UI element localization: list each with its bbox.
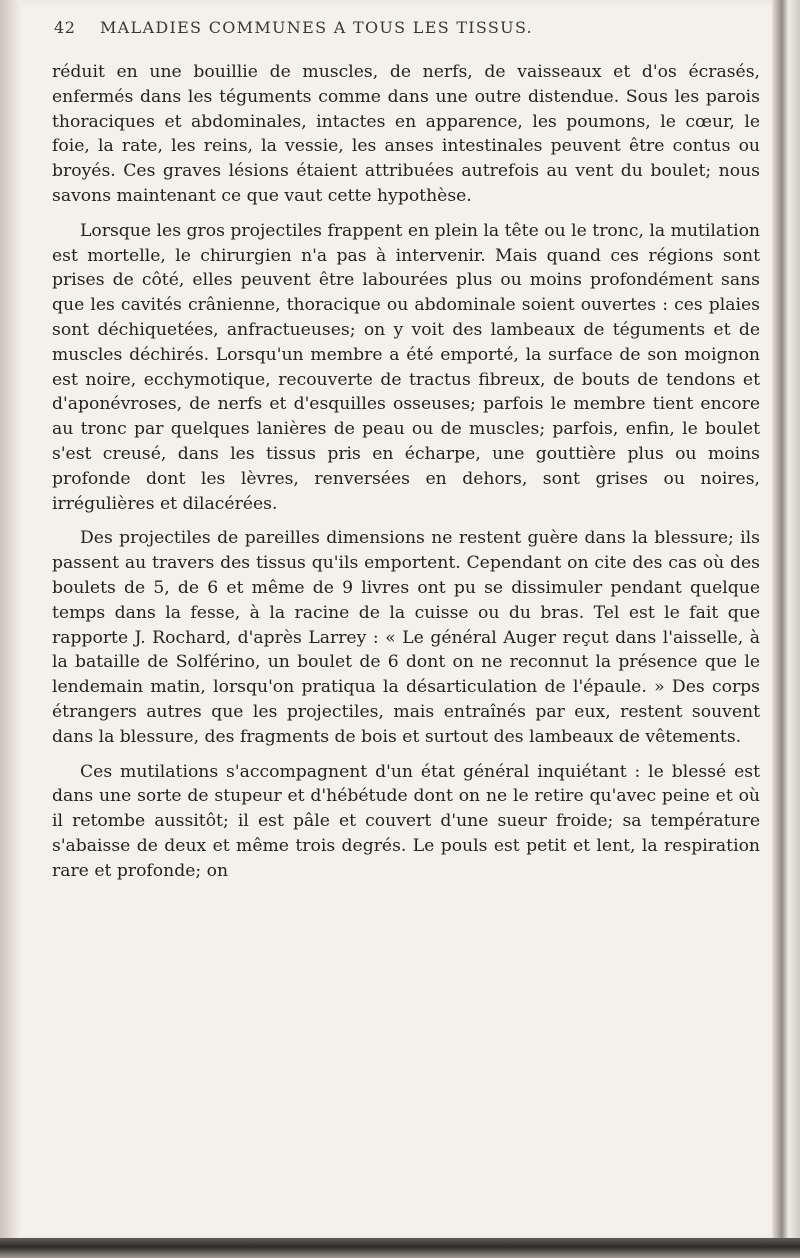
paragraph-3: Des projectiles de pareilles dimensions ne restent guère dans la blessure; ils passent au travers des tissus qu'ils emportent. Cependant on cite des cas où des boulets de 5, de 6 et même de 9 livres ont pu se dissimuler pendant quelque temps dans la fesse, à la racine de la cuisse ou du bras. Tel est le fait que rapporte J. Rochard, d'après Larrey : « Le général Auger reçut dans l'aisselle, à la bataille de Solférino, un boulet de 6 dont on ne reconnut la présence que le lendemain matin, lorsqu'on pratiqua la désarticulation de l'épaule. » Des corps étrangers autres que les projectiles, mais entraînés par eux, restent souvent dans la blessure, des fragments de bois et surtout des lambeaux de vêtements. <box>52 528 760 747</box>
paragraph-2: Lorsque les gros projectiles frappent en plein la tête ou le tronc, la mutilation est mortelle, le chirurgien n'a pas à intervenir. Mais quand ces régions sont prises de côté, elles peuvent être labourées plus ou moins profondément sans que les cavités crânienne, thoracique ou abdominale soient ouvertes : ces plaies sont déchiquetées, anfractueuses; on y voit des lambeaux de téguments et de muscles déchirés. Lorsqu'un membre a été emporté, la surface de son moignon est noire, ecchymotique, recouverte de tractus fibreux, de bouts de tendons et d'aponévroses, de nerfs et d'esquilles osseuses; parfois le membre tient encore au tronc par quelques lanières de peau ou de muscles; parfois, enfin, le boulet s'est creusé, dans les tissus pris en écharpe, une gouttière plus ou moins profonde dont les lèvres, renversées en dehors, sont grises ou noires, irrégulières et dilacérées. <box>52 220 760 514</box>
page-number: 42 <box>54 18 76 37</box>
page-header <box>54 8 774 42</box>
running-head: MALADIES COMMUNES A TOUS LES TISSUS. <box>100 18 534 37</box>
page-right-edge <box>772 0 800 1258</box>
page-gutter-shadow <box>0 0 22 1240</box>
body-text <box>52 60 760 884</box>
page-bottom-edge <box>0 1238 800 1258</box>
paragraph-4: Ces mutilations s'accompagnent d'un état général inquiétant : le blessé est dans une sorte de stupeur et d'hébétude dont on ne le retire qu'avec peine et où il retombe aussitôt; il est pâle et couvert d'une sueur froide; sa température s'abaisse de deux et même trois degrés. Le pouls est petit et lent, la respiration rare et profonde; on <box>52 761 760 881</box>
paragraph-1: réduit en une bouillie de muscles, de nerfs, de vaisseaux et d'os écrasés, enfermés dans les téguments comme dans une outre distendue. Sous les parois thoraciques et abdominales, intactes en apparence, les poumons, le cœur, le foie, la rate, les reins, la vessie, les anses intestinales peuvent être contus ou broyés. Ces graves lésions étaient attribuées autrefois au vent du boulet; nous savons maintenant ce que vaut cette hypothèse. <box>52 62 760 206</box>
